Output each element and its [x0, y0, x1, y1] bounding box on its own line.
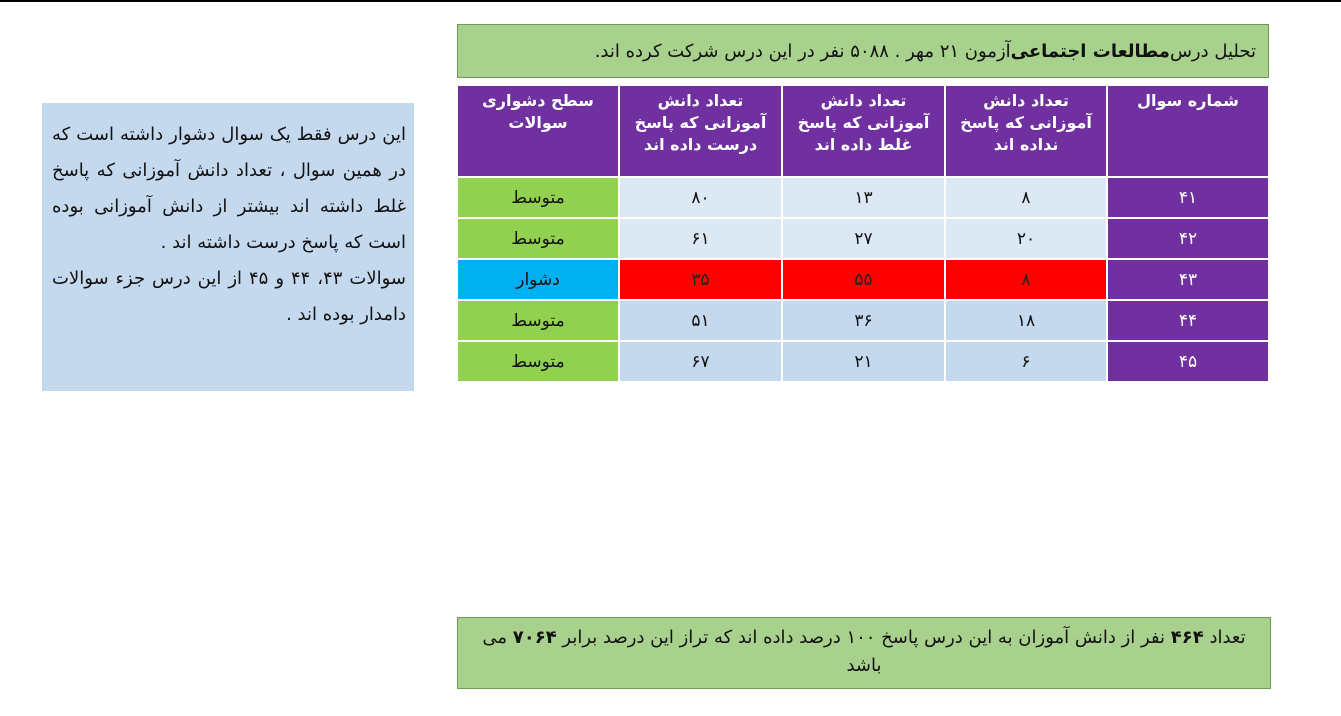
table-row: [457, 177, 1269, 218]
title-subject: مطالعات اجتماعی: [1010, 40, 1170, 62]
wrong-answer-cell: ۵۵: [782, 259, 945, 300]
table-row: [457, 300, 1269, 341]
footer-count: ۴۶۴: [1170, 627, 1204, 648]
no-answer-cell: ۱۸: [945, 300, 1107, 341]
no-answer-cell: ۸: [945, 259, 1107, 300]
correct-answer-cell: ۶۷: [619, 341, 782, 382]
correct-answer-cell: ۵۱: [619, 300, 782, 341]
title-suffix: آزمون ۲۱ مهر . ۵۰۸۸ نفر در این درس شرکت کرده اند.: [594, 40, 1011, 62]
footer-middle: نفر از دانش آموزان به این درس پاسخ ۱۰۰ درصد داده اند که تراز این درصد برابر: [556, 627, 1171, 648]
note-paragraph: سوالات ۴۳، ۴۴ و ۴۵ از این درس جزء سوالات دامدار بوده اند .: [52, 268, 407, 325]
question-number-cell: ۴۵: [1107, 341, 1269, 382]
no-answer-cell: ۲۰: [945, 218, 1107, 259]
wrong-answer-cell: ۲۷: [782, 218, 945, 259]
difficulty-level-cell: متوسط: [457, 300, 619, 341]
question-number-cell: ۴۱: [1107, 177, 1269, 218]
title-prefix: تحلیل درس: [1169, 40, 1256, 62]
difficulty-level-cell: دشوار: [457, 259, 619, 300]
header-correct-answer: تعداد دانش آموزانی که پاسخ درست داده اند: [619, 85, 782, 177]
header-question-number: شماره سوال: [1107, 85, 1269, 177]
footer-suffix: می باشد: [482, 627, 882, 676]
analysis-table: [456, 84, 1270, 383]
table-row: [457, 341, 1269, 382]
no-answer-cell: ۸: [945, 177, 1107, 218]
difficulty-level-cell: متوسط: [457, 218, 619, 259]
wrong-answer-cell: ۳۶: [782, 300, 945, 341]
top-divider: [0, 0, 1341, 2]
footer-score: ۷۰۶۴: [512, 627, 557, 648]
difficulty-level-cell: متوسط: [457, 341, 619, 382]
correct-answer-cell: ۳۵: [619, 259, 782, 300]
footer-prefix: تعداد: [1203, 627, 1246, 648]
table-row: [457, 259, 1269, 300]
header-difficulty-level: سطح دشواری سوالات: [457, 85, 619, 177]
question-number-cell: ۴۳: [1107, 259, 1269, 300]
question-number-cell: ۴۴: [1107, 300, 1269, 341]
no-answer-cell: ۶: [945, 341, 1107, 382]
note-paragraph: این درس فقط یک سوال دشوار داشته است که در همین سوال ، تعداد دانش آموزانی که پاسخ غلط داشته اند بیشتر از دانش آموزانی بوده است که پاسخ درست داشته اند .: [52, 124, 406, 253]
table-header-row: [457, 85, 1269, 177]
header-no-answer: تعداد دانش آموزانی که پاسخ نداده اند: [945, 85, 1107, 177]
header-wrong-answer: تعداد دانش آموزانی که پاسخ غلط داده اند: [782, 85, 945, 177]
difficulty-level-cell: متوسط: [457, 177, 619, 218]
correct-answer-cell: ۶۱: [619, 218, 782, 259]
footer-banner: [457, 617, 1271, 689]
analysis-note-box: [42, 103, 414, 391]
wrong-answer-cell: ۱۳: [782, 177, 945, 218]
table-row: [457, 218, 1269, 259]
correct-answer-cell: ۸۰: [619, 177, 782, 218]
wrong-answer-cell: ۲۱: [782, 341, 945, 382]
question-number-cell: ۴۲: [1107, 218, 1269, 259]
title-banner: [457, 24, 1269, 78]
